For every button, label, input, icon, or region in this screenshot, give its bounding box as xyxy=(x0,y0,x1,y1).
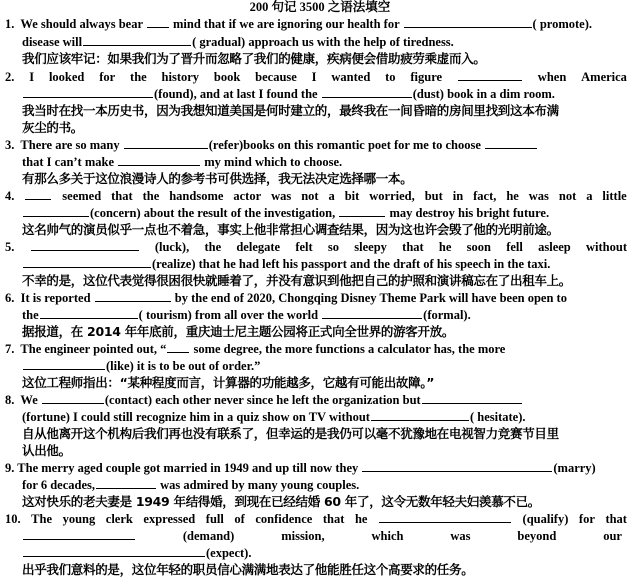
line-text: 这名帅气的演员似乎一点也不着急，事实上他非常担心调查结果，因为这也许会毁了他的光明前途。 xyxy=(22,222,559,237)
translation-line xyxy=(22,426,624,442)
exercise-line xyxy=(22,205,622,221)
answer-blank[interactable] xyxy=(124,137,208,149)
line-text: mission, xyxy=(281,529,325,543)
answer-blank[interactable] xyxy=(23,358,105,370)
line-text: ( promote). xyxy=(532,17,593,31)
translation-line xyxy=(22,443,222,459)
line-text: by the end of 2020, Chongqing Disney Theme Park will have been open to xyxy=(171,291,567,305)
line-text: full xyxy=(205,512,224,526)
exercise-line xyxy=(5,16,627,32)
line-text: 4. xyxy=(5,189,15,203)
exercise-line xyxy=(22,545,622,561)
answer-blank[interactable] xyxy=(322,307,422,319)
line-text: (contact) each other never since he left the organization but xyxy=(104,393,421,407)
line-text: 我当时在找一本历史书，因为我想知道美国是何时建立的，最终我在一间昏暗的房间里找到这本布满 xyxy=(22,103,559,118)
line-text: seemed xyxy=(62,189,102,203)
line-text: ( hesitate). xyxy=(469,410,526,424)
line-text: which xyxy=(371,529,404,543)
line-text: was xyxy=(450,529,471,543)
line-text: that xyxy=(111,189,133,203)
line-text: but xyxy=(424,189,443,203)
line-text: that xyxy=(322,512,345,526)
line-text: 认出他。 xyxy=(22,443,71,458)
line-text: The xyxy=(31,512,53,526)
line-text: not xyxy=(558,189,577,203)
line-text: history xyxy=(161,70,200,84)
exercise-line xyxy=(22,34,622,50)
exercise-line xyxy=(22,154,622,170)
line-text: 3. There are so many xyxy=(5,138,123,152)
answer-blank[interactable] xyxy=(25,188,51,200)
answer-blank[interactable] xyxy=(23,545,205,557)
answer-blank[interactable] xyxy=(40,307,138,319)
answer-blank[interactable] xyxy=(458,69,522,81)
line-text: felt xyxy=(295,240,313,254)
answer-blank[interactable] xyxy=(31,239,139,251)
exercise-line xyxy=(22,477,622,493)
exercise-line xyxy=(22,307,622,323)
line-text: the xyxy=(204,240,222,254)
line-text: disease will xyxy=(22,35,83,49)
exercise-line xyxy=(22,256,622,272)
line-text: fact, xyxy=(473,189,497,203)
exercise-line xyxy=(5,137,627,153)
line-text: he xyxy=(354,512,368,526)
line-text: the xyxy=(130,70,147,84)
line-text: 有那么多关于这位浪漫诗人的参考书可供选择，我无法决定选择哪一本。 xyxy=(22,171,413,186)
line-text: worried, xyxy=(369,189,415,203)
line-text: figure xyxy=(410,70,443,84)
line-text: because xyxy=(255,70,297,84)
line-text: 据报道，在 2014 年年底前，重庆迪士尼主题公园将正式向全世界的游客开放。 xyxy=(22,324,455,339)
line-text: that xyxy=(605,512,627,526)
exercise-line xyxy=(5,392,627,408)
line-text: 5. xyxy=(5,240,15,254)
line-text: he xyxy=(506,189,519,203)
translation-line xyxy=(22,103,624,119)
line-text: clerk xyxy=(105,512,133,526)
line-text: without xyxy=(586,240,627,254)
exercise-line xyxy=(5,188,627,204)
answer-blank[interactable] xyxy=(42,392,104,404)
line-text: bit xyxy=(344,189,360,203)
line-text: for 6 decades, xyxy=(22,478,96,492)
worksheet-title: 200 句记 3500 之语法填空 xyxy=(249,0,391,14)
line-text: in xyxy=(452,189,464,203)
translation-line xyxy=(22,273,624,289)
line-text: (realize) that he had left his passport and the draft of his speech in the taxi. xyxy=(152,257,551,271)
answer-blank[interactable] xyxy=(83,34,191,46)
line-text: beyond xyxy=(517,529,557,543)
answer-blank[interactable] xyxy=(23,205,89,217)
exercise-line xyxy=(5,341,627,357)
line-text: so xyxy=(327,240,340,254)
line-text: mind that if we are ignoring our health for xyxy=(169,17,403,31)
translation-line xyxy=(22,51,622,67)
line-text: (expect). xyxy=(206,546,252,560)
line-text: 7. The engineer pointed out, “ xyxy=(5,342,167,356)
line-text: 我们应该牢记：如果我们为了晋升而忽略了我们的健康，疾病便会借助疲劳乘虚而入。 xyxy=(22,51,486,66)
line-text: (fortune) I could still recognize him in a quiz show on TV without xyxy=(22,410,370,424)
exercise-line xyxy=(22,528,622,544)
translation-line xyxy=(22,120,222,136)
line-text: wanted xyxy=(331,70,371,84)
line-text: ( gradual) approach us with the help of tiredness. xyxy=(192,35,454,49)
line-text: for xyxy=(99,70,116,84)
line-text: a xyxy=(328,189,335,203)
line-text: 1. We should always bear xyxy=(5,17,146,31)
line-text: confidence xyxy=(255,512,313,526)
translation-line xyxy=(22,171,622,187)
line-text: actor xyxy=(233,189,262,203)
line-text: expressed xyxy=(143,512,196,526)
line-text: our xyxy=(603,529,622,543)
answer-blank[interactable] xyxy=(95,290,171,302)
line-text: my mind which to choose. xyxy=(201,155,343,169)
line-text: 10. xyxy=(5,512,21,526)
line-text: 这位工程师指出：“某种程度而言，计算器的功能越多，它越有可能出故障。” xyxy=(22,375,435,390)
line-text: America xyxy=(581,70,627,84)
line-text: was admired by many young couples. xyxy=(157,478,360,492)
line-text: 8. We xyxy=(5,393,41,407)
answer-blank[interactable] xyxy=(362,460,552,472)
translation-line xyxy=(22,562,622,578)
translation-line xyxy=(22,375,622,391)
exercise-line xyxy=(5,69,627,85)
line-text: to xyxy=(385,70,396,84)
answer-blank[interactable] xyxy=(404,16,532,28)
line-text: he xyxy=(438,240,452,254)
exercise-line xyxy=(5,239,627,255)
line-text: (qualify) xyxy=(522,512,569,526)
answer-blank[interactable] xyxy=(422,392,522,404)
line-text: (luck), xyxy=(154,240,190,254)
answer-blank[interactable] xyxy=(167,341,189,353)
line-text: (refer)books on this romantic poet for me to choose xyxy=(208,138,485,152)
line-text: the xyxy=(22,308,39,322)
line-text: book xyxy=(213,70,241,84)
answer-blank[interactable] xyxy=(322,86,412,98)
line-text: fell xyxy=(506,240,523,254)
line-text: 9. The merry aged couple got married in 1949 and up till now they xyxy=(5,461,362,475)
line-text: 2. xyxy=(5,70,15,84)
answer-blank[interactable] xyxy=(23,528,135,540)
line-text: (marry) xyxy=(553,461,596,475)
line-text: (formal). xyxy=(423,308,471,322)
line-text: 自从他离开这个机构后我们再也没有联系了，但幸运的是我仍可以毫不犹豫地在电视智力竞赛节目里 xyxy=(22,426,559,441)
answer-blank[interactable] xyxy=(371,409,469,421)
line-text: 不幸的是，这位代表觉得很困很快就睡着了，并没有意识到他把自己的护照和演讲稿忘在了出租车上。 xyxy=(22,273,572,288)
answer-blank[interactable] xyxy=(485,137,537,149)
line-text: sleepy xyxy=(354,240,387,254)
exercise-line xyxy=(22,409,622,425)
line-text: (demand) xyxy=(182,529,235,543)
line-text: for xyxy=(578,512,595,526)
line-text: may destroy his bright future. xyxy=(386,206,550,220)
answer-blank[interactable] xyxy=(147,16,169,28)
answer-blank[interactable] xyxy=(379,511,511,523)
line-text: young xyxy=(62,512,96,526)
answer-blank[interactable] xyxy=(118,154,200,166)
translation-line xyxy=(22,494,622,510)
answer-blank[interactable] xyxy=(96,477,156,489)
line-text: that I can’t make xyxy=(22,155,118,169)
line-text: 6. It is reported xyxy=(5,291,94,305)
exercise-line xyxy=(22,358,622,374)
line-text: asleep xyxy=(538,240,571,254)
exercise-line xyxy=(5,511,627,527)
exercise-line xyxy=(5,460,627,476)
line-text: (like) it is to be out of order.” xyxy=(106,359,261,373)
line-text: I xyxy=(311,70,317,84)
line-text: a xyxy=(586,189,593,203)
line-text: 这对快乐的老夫妻是 1949 年结得婚，到现在已经结婚 60 年了，这令无数年轻夫妇羡慕不已。 xyxy=(22,494,540,509)
translation-line xyxy=(22,222,624,238)
line-text: delegate xyxy=(236,240,281,254)
line-text: the xyxy=(142,189,160,203)
answer-blank[interactable] xyxy=(23,86,153,98)
line-text: I xyxy=(29,70,35,84)
line-text: that xyxy=(402,240,424,254)
line-text: 灰尘的书。 xyxy=(22,120,84,135)
line-text: looked xyxy=(48,70,85,84)
line-text: was xyxy=(271,189,292,203)
translation-line xyxy=(22,324,622,340)
line-text: of xyxy=(234,512,245,526)
line-text: soon xyxy=(466,240,491,254)
answer-blank[interactable] xyxy=(23,256,151,268)
line-text: not xyxy=(301,189,319,203)
line-text: little xyxy=(602,189,627,203)
line-text: was xyxy=(528,189,549,203)
line-text: 出乎我们意料的是，这位年轻的职员信心满满地表达了他能胜任这个高要求的任务。 xyxy=(22,562,474,577)
exercise-line xyxy=(5,290,627,306)
answer-blank[interactable] xyxy=(339,205,385,217)
line-text: ( tourism) from all over the world xyxy=(138,308,322,322)
line-text: handsome xyxy=(169,189,224,203)
line-text: some degree, the more functions a calculator has, the more xyxy=(190,342,506,356)
line-text: (found), and at last I found the xyxy=(154,87,321,101)
exercise-line xyxy=(22,86,622,102)
line-text: when xyxy=(537,70,567,84)
line-text: (dust) book in a dim room. xyxy=(412,87,555,101)
line-text: (concern) about the result of the investigation, xyxy=(90,206,339,220)
